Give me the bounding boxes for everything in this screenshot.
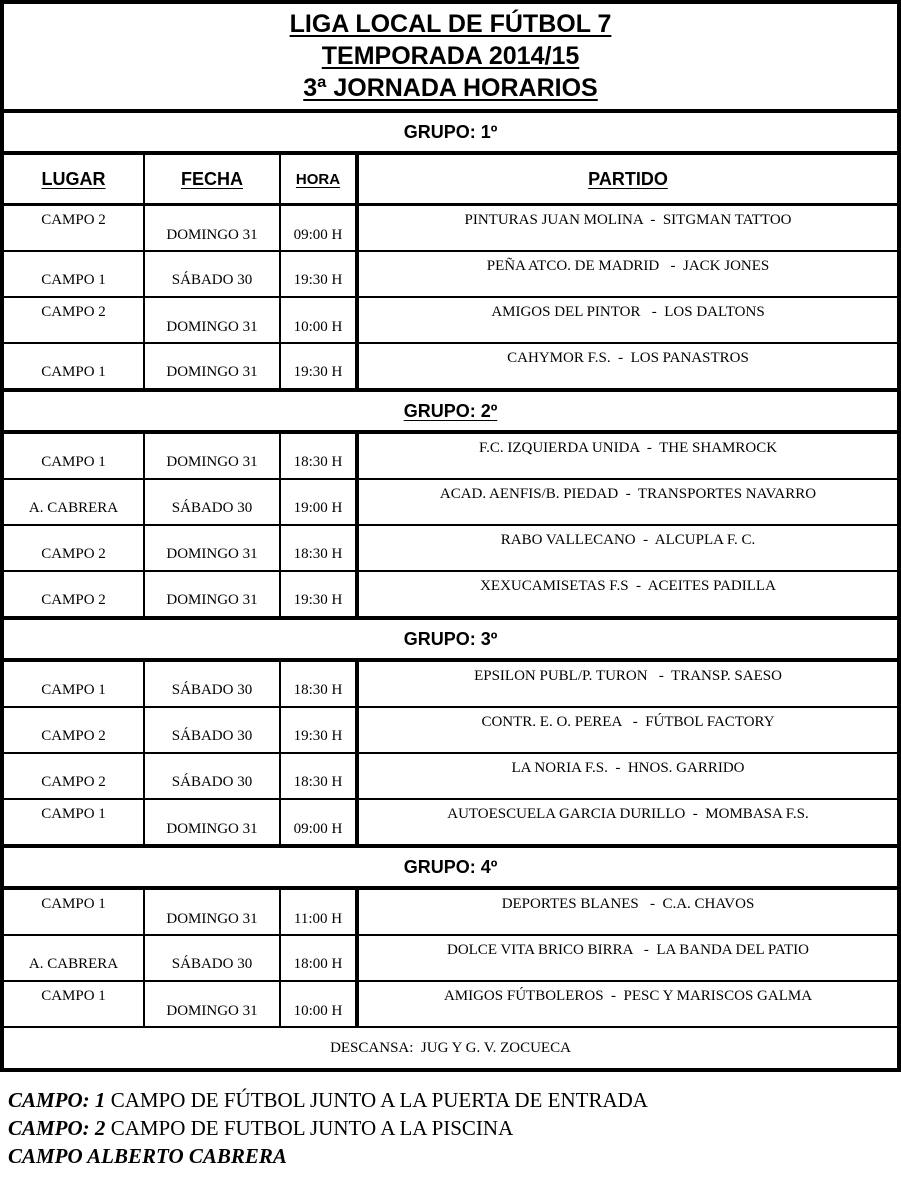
match-row — [4, 982, 897, 1028]
match-row — [4, 526, 897, 572]
lugar-cell: CAMPO 2 — [4, 708, 145, 752]
hora-cell: 18:30 H — [281, 662, 359, 706]
footer-line-label: CAMPO: 2 — [8, 1116, 106, 1140]
group-header-label: GRUPO: 4º — [403, 856, 498, 877]
partido-cell: DEPORTES BLANES - C.A. CHAVOS — [501, 896, 755, 912]
group-header — [4, 618, 897, 662]
group-header-label: GRUPO: 1º — [403, 121, 498, 142]
footer-line-label: CAMPO: 1 — [8, 1088, 106, 1112]
title-season: TEMPORADA 2014/15 — [321, 42, 580, 70]
group-header — [4, 113, 897, 155]
partido-cell: DOLCE VITA BRICO BIRRA - LA BANDA DEL PATIO — [446, 942, 810, 958]
footer-line-label: CAMPO ALBERTO CABRERA — [8, 1144, 287, 1168]
hora-cell: 19:00 H — [281, 480, 359, 524]
partido-cell: ACAD. AENFIS/B. PIEDAD - TRANSPORTES NAVARRO — [439, 486, 817, 502]
match-row — [4, 662, 897, 708]
hora-cell: 09:00 H — [281, 800, 359, 844]
lugar-cell: CAMPO 1 — [4, 982, 145, 1026]
match-row — [4, 572, 897, 618]
lugar-cell: CAMPO 2 — [4, 572, 145, 616]
partido-cell: AUTOESCUELA GARCIA DURILLO - MOMBASA F.S. — [447, 806, 809, 822]
match-row — [4, 298, 897, 344]
lugar-cell: CAMPO 2 — [4, 754, 145, 798]
hora-cell: 18:30 H — [281, 434, 359, 478]
match-row — [4, 800, 897, 846]
partido-cell: PEÑA ATCO. DE MADRID - JACK JONES — [486, 258, 770, 274]
title-jornada: 3ª JORNADA HORARIOS — [303, 74, 598, 102]
hora-cell: 19:30 H — [281, 708, 359, 752]
fecha-cell: SÁBADO 30 — [145, 480, 281, 524]
hora-cell: 19:30 H — [281, 344, 359, 388]
lugar-cell: A. CABRERA — [4, 936, 145, 980]
fecha-cell: DOMINGO 31 — [145, 526, 281, 570]
lugar-cell: CAMPO 1 — [4, 890, 145, 934]
lugar-cell: CAMPO 1 — [4, 800, 145, 844]
partido-cell: AMIGOS DEL PINTOR - LOS DALTONS — [491, 304, 765, 320]
lugar-cell: CAMPO 2 — [4, 298, 145, 342]
fecha-cell: DOMINGO 31 — [145, 434, 281, 478]
hora-cell: 19:30 H — [281, 572, 359, 616]
descansa-row: DESCANSA: JUG Y G. V. ZOCUECA — [330, 1039, 571, 1056]
group-header-label: GRUPO: 2º — [403, 400, 498, 421]
partido-cell: XEXUCAMISETAS F.S - ACEITES PADILLA — [480, 578, 776, 594]
match-row — [4, 206, 897, 252]
lugar-cell: CAMPO 2 — [4, 526, 145, 570]
hora-cell: 18:00 H — [281, 936, 359, 980]
partido-cell: EPSILON PUBL/P. TURON - TRANSP. SAESO — [474, 668, 782, 684]
fecha-cell: DOMINGO 31 — [145, 800, 281, 844]
partido-cell: LA NORIA F.S. - HNOS. GARRIDO — [511, 760, 745, 776]
lugar-cell: CAMPO 1 — [4, 344, 145, 388]
column-header-row — [4, 155, 897, 206]
lugar-cell: CAMPO 1 — [4, 662, 145, 706]
partido-cell: PINTURAS JUAN MOLINA - SITGMAN TATTOO — [464, 212, 792, 228]
footer-line-text: CAMPO DE FÚTBOL JUNTO A LA PUERTA DE ENTRADA — [105, 1088, 648, 1112]
group-header-label: GRUPO: 3º — [403, 628, 498, 649]
column-header-fecha: FECHA — [145, 155, 281, 203]
lugar-cell: CAMPO 1 — [4, 434, 145, 478]
match-row — [4, 344, 897, 390]
hora-cell: 10:00 H — [281, 298, 359, 342]
hora-cell: 18:30 H — [281, 754, 359, 798]
match-row — [4, 480, 897, 526]
fecha-cell: DOMINGO 31 — [145, 572, 281, 616]
lugar-cell: A. CABRERA — [4, 480, 145, 524]
footer-line-text: CAMPO DE FUTBOL JUNTO A LA PISCINA — [105, 1116, 514, 1140]
footer-line — [8, 1142, 901, 1170]
hora-cell: 19:30 H — [281, 252, 359, 296]
hora-cell: 10:00 H — [281, 982, 359, 1026]
match-row — [4, 890, 897, 936]
fecha-cell: SÁBADO 30 — [145, 662, 281, 706]
match-row — [4, 936, 897, 982]
partido-cell: CONTR. E. O. PEREA - FÚTBOL FACTORY — [481, 714, 775, 730]
hora-cell: 18:30 H — [281, 526, 359, 570]
fecha-cell: DOMINGO 31 — [145, 890, 281, 934]
fecha-cell: DOMINGO 31 — [145, 206, 281, 250]
group-header — [4, 390, 897, 434]
fecha-cell: DOMINGO 31 — [145, 982, 281, 1026]
lugar-cell: CAMPO 2 — [4, 206, 145, 250]
lugar-cell: CAMPO 1 — [4, 252, 145, 296]
schedule-table — [4, 113, 897, 1068]
column-header-hora: HORA — [281, 155, 359, 203]
fecha-cell: SÁBADO 30 — [145, 252, 281, 296]
match-row — [4, 434, 897, 480]
fecha-cell: DOMINGO 31 — [145, 344, 281, 388]
fecha-cell: DOMINGO 31 — [145, 298, 281, 342]
hora-cell: 09:00 H — [281, 206, 359, 250]
fecha-cell: SÁBADO 30 — [145, 754, 281, 798]
footer-legend — [8, 1086, 901, 1170]
match-row — [4, 252, 897, 298]
fecha-cell: SÁBADO 30 — [145, 936, 281, 980]
fecha-cell: SÁBADO 30 — [145, 708, 281, 752]
partido-cell: RABO VALLECANO - ALCUPLA F. C. — [500, 532, 756, 548]
footer-line — [8, 1114, 901, 1142]
partido-cell: F.C. IZQUIERDA UNIDA - THE SHAMROCK — [478, 440, 778, 456]
document-title — [4, 4, 897, 113]
match-row — [4, 754, 897, 800]
partido-cell: AMIGOS FÚTBOLEROS - PESC Y MARISCOS GALMA — [443, 988, 813, 1004]
partido-cell: CAHYMOR F.S. - LOS PANASTROS — [507, 350, 749, 366]
footer-line — [8, 1086, 901, 1114]
match-row — [4, 708, 897, 754]
column-header-partido: PARTIDO — [588, 168, 668, 189]
column-header-lugar: LUGAR — [4, 155, 145, 203]
title-league: LIGA LOCAL DE FÚTBOL 7 — [289, 10, 612, 38]
hora-cell: 11:00 H — [281, 890, 359, 934]
group-header — [4, 846, 897, 890]
